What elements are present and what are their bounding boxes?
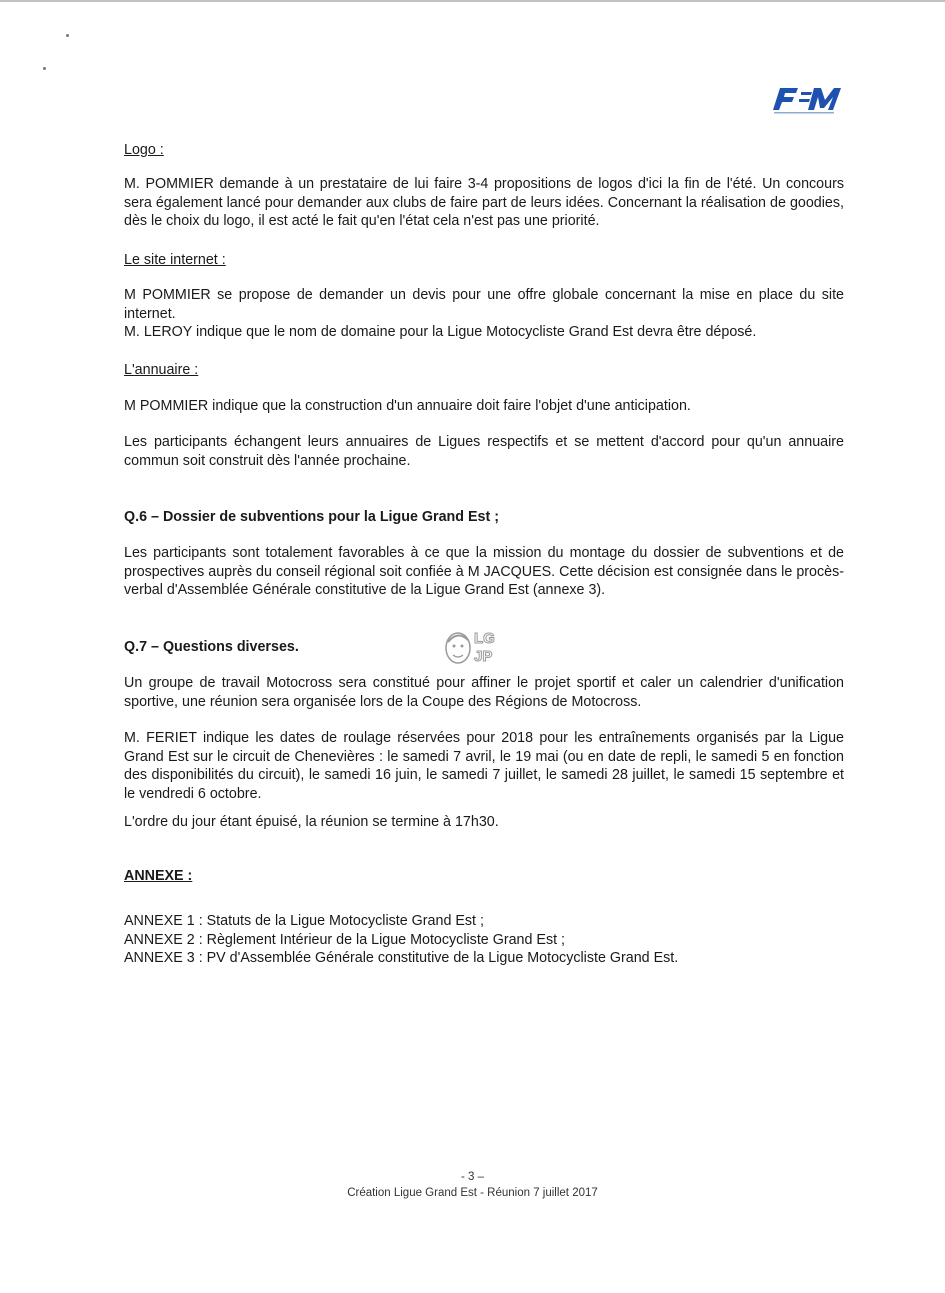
face-watermark-icon [442, 624, 504, 668]
paragraph-q7-1: Un groupe de travail Motocross sera constitué pour affiner le projet sportif et caler un calendrier d'unification sportive, une réunion sera organisée lors de la Coupe des Régions de Motocross. [124, 675, 844, 710]
watermark-line2: JP [474, 648, 493, 665]
paragraph-q6: Les participants sont totalement favorables à ce que la mission du montage du dossier de subventions et de prospectives auprès du conseil régional soit confiée à M JACQUES. Cette décision est consignée dans le procès-verbal d'Assemblée Générale constitutive de la Ligue Grand Est (annexe 3). [124, 545, 844, 598]
section-title-q7: Q.7 – Questions diverses. [124, 639, 299, 655]
annexe-item: ANNEXE 1 : Statuts de la Ligue Motocycliste Grand Est ; [124, 913, 484, 929]
annexe-item: ANNEXE 3 : PV d'Assemblée Générale constitutive de la Ligue Motocycliste Grand Est. [124, 950, 679, 966]
paragraph-site-1: M POMMIER se propose de demander un devis pour une offre globale concernant la mise en place du site internet. [124, 287, 844, 322]
lgjp-watermark [442, 624, 504, 668]
section-title-q6: Q.6 – Dossier de subventions pour la Ligue Grand Est ; [124, 509, 499, 525]
scan-top-border [0, 0, 945, 2]
annexe-item: ANNEXE 2 : Règlement Intérieur de la Ligue Motocycliste Grand Est ; [124, 931, 566, 948]
paragraph-q7-2: M. FERIET indique les dates de roulage réservées pour 2018 pour les entraînements organisés par la Ligue Grand Est sur le circuit de Chenevières : le samedi 7 avril, le 19 mai (ou en date de repli, le samedi 5 en fonction des disponibilités du circuit), le samedi 16 juin, le samedi 7 juillet, le samedi 28 juillet, le samedi 15 septembre et le vendredi 6 octobre. [124, 730, 844, 802]
page-number: - 3 – [460, 1171, 484, 1183]
section-title-logo: Logo : [124, 142, 164, 158]
scan-speck [43, 67, 46, 70]
section-title-site: Le site internet : [124, 252, 226, 268]
annexe-list [124, 912, 844, 968]
footer-caption: Création Ligue Grand Est - Réunion 7 juillet 2017 [347, 1187, 598, 1199]
section-title-annuaire: L'annuaire : [124, 362, 199, 378]
paragraph-site-2: M. LEROY indique que le nom de domaine pour la Ligue Motocycliste Grand Est devra être déposé. [124, 324, 757, 340]
ffm-logo-icon [772, 86, 842, 116]
watermark-line1: LG [474, 630, 495, 647]
paragraph-q7-3: L'ordre du jour étant épuisé, la réunion se termine à 17h30. [124, 814, 499, 830]
paragraph-annuaire-2: Les participants échangent leurs annuaires de Ligues respectifs et se mettent d'accord pour qu'un annuaire commun soit construit dès l'année prochaine. [124, 434, 844, 469]
ffm-logo [772, 86, 842, 116]
scan-speck [66, 34, 69, 37]
paragraph-logo: M. POMMIER demande à un prestataire de lui faire 3-4 propositions de logos d'ici la fin de l'été. Un concours sera également lancé pour demander aux clubs de faire part de leurs idées. Concernant la réalisation de goodies, dès le choix du logo, il est acté le fait qu'en l'état cela n'est pas une priorité. [124, 176, 844, 229]
paragraph-annuaire-1: M POMMIER indique que la construction d'un annuaire doit faire l'objet d'une anticipation. [124, 398, 691, 414]
section-title-annexe: ANNEXE : [124, 868, 193, 884]
